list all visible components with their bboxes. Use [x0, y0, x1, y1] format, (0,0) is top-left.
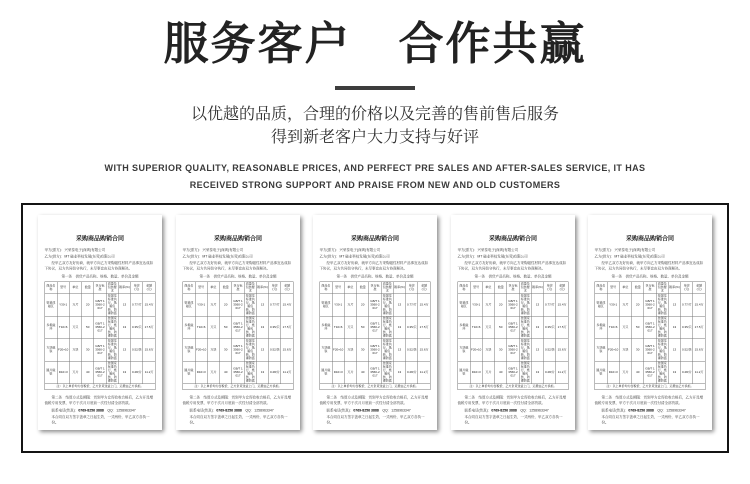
contract-clause1-heading: 第一条 供货产品名称、规格、数量、单价及金额 [611, 275, 689, 279]
hero-section [0, 0, 750, 194]
contract-table: 商品名称 型号 单位 数量 执行标准 质量及包装要求 税率(%) 单价(元) 金额(元) 铁氧体磁瓦 Y30-1 万片 20 GB/T 13560-2017 按国家标准执行，纸箱包装，防潮防震 13 0.77/片 15.4万 多极磁环 T10×6 万只 50 GB/T 13560-2017 按国家标准执行，纸箱包装，防潮防震 13 0.35/只 17.5万 方块磁铁 F20×10 万块 30 GB/T 13560-2017 按国家标准执行，纸箱包装，防潮防震 13 0.52/块 15.6万 圆片磁铁 D10×3 万片 40 GB/T 13560-2017 按国家标准执行，纸箱包装，防潮防震 13 0.28/片 11.2万 注：以上单价均为含税价，乙方负责送货上门，运费由乙方承担。 [183, 282, 292, 388]
contract-page[interactable] [451, 215, 575, 430]
description-english [45, 160, 705, 194]
contract-page-content [38, 215, 162, 430]
contract-table: 商品名称 型号 单位 数量 执行标准 质量及包装要求 税率(%) 单价(元) 金额(元) 铁氧体磁瓦 Y30-1 万片 20 GB/T 13560-2017 按国家标准执行，纸箱包装，防潮防震 13 0.77/片 15.4万 多极磁环 T10×6 万只 50 GB/T 13560-2017 按国家标准执行，纸箱包装，防潮防震 13 0.35/只 17.5万 方块磁铁 F20×10 万块 30 GB/T 13560-2017 按国家标准执行，纸箱包装，防潮防震 13 0.52/块 15.6万 圆片磁铁 D10×3 万片 40 GB/T 13560-2017 按国家标准执行，纸箱包装，防潮防震 13 0.28/片 11.2万 注：以上单价均为含税价，乙方负责送货上门，运费由乙方承担。 [596, 282, 704, 388]
contract-contact-line [595, 408, 706, 414]
contract-page-content [451, 215, 575, 430]
contract-page[interactable] [313, 215, 437, 430]
contract-party-a: 甲方(需方)：兴荣泰电子(深圳)有限公司 [319, 248, 381, 252]
contracts-gallery [21, 203, 729, 453]
contract-footer: 本合同自双方签字盖章之日起生效，一式两份，甲乙双方各执一份。 [464, 415, 562, 425]
contract-contact-prefix: 联系电话(传真)： [326, 409, 354, 413]
contract-table: 商品名称 型号 单位 数量 执行标准 质量及包装要求 税率(%) 单价(元) 金额(元) 铁氧体磁瓦 Y30-1 万片 20 GB/T 13560-2017 按国家标准执行，纸箱包装，防潮防震 13 0.77/片 15.4万 多极磁环 T10×6 万只 50 GB/T 13560-2017 按国家标准执行，纸箱包装，防潮防震 13 0.35/只 17.5万 方块磁铁 F20×10 万块 30 GB/T 13560-2017 按国家标准执行，纸箱包装，防潮防震 13 0.52/块 15.6万 圆片磁铁 D10×3 万片 40 GB/T 13560-2017 按国家标准执行，纸箱包装，防潮防震 13 0.28/片 11.2万 注：以上单价均为含税价，乙方负责送货上门，运费由乙方承担。 [458, 282, 567, 388]
contract-contact-prefix: 联系电话(传真)： [601, 409, 629, 413]
contract-contact-line [320, 408, 431, 414]
contract-contact-suffix: QQ：1258963347 [653, 409, 686, 413]
contract-page-content [176, 215, 300, 430]
contract-intro: 经甲乙双方友好协商，就甲方向乙方采购磁性材料产品事宜达成如下协议，双方共同信守执行，未尽事宜由双方协商解决。 [182, 261, 291, 271]
contract-contact-prefix: 联系电话(传真)： [189, 409, 216, 413]
contract-clause2: 第二条 结算方式及期限：货到甲方仓库验收合格后，乙方开具增值税专用发票，甲方于次月月底前一次性付清全部货款。 [319, 396, 428, 405]
contract-contact-number: 0769-8256 3888 [353, 409, 379, 413]
contract-party-a: 甲方(需方)：兴荣泰电子(深圳)有限公司 [457, 248, 518, 252]
contract-contact-line [457, 408, 568, 414]
contract-contact-prefix: 联系电话(传真)： [464, 409, 491, 413]
contract-party-b: 乙方(供方)：MT 磁业科技发展(东莞)有限公司 [44, 255, 115, 259]
contract-contact-prefix: 联系电话(传真)： [51, 409, 79, 413]
contract-contact-suffix: QQ：1258963347 [103, 409, 136, 413]
page-title: 服务客户 合作共赢 [163, 18, 587, 69]
contract-clause1-heading: 第一条 供货产品名称、规格、数量、单价及金额 [199, 275, 276, 279]
contract-title: 采购商品购销合同 [213, 235, 262, 242]
contract-contact-number: 0769-8256 3888 [78, 409, 104, 413]
contract-contact-line [182, 408, 293, 414]
contract-clause1-heading: 第一条 供货产品名称、规格、数量、单价及金额 [61, 275, 139, 279]
subtitle-line-1: 以优越的品质，合理的价格以及完善的售前售后服务 [190, 106, 559, 123]
contract-page-content [313, 215, 437, 430]
contract-footer: 本合同自双方签字盖章之日起生效，一式两份，甲乙双方各执一份。 [601, 415, 700, 425]
contract-page[interactable] [38, 215, 162, 430]
contract-page-content [588, 215, 712, 430]
contract-intro: 经甲乙双方友好协商，就甲方向乙方采购磁性材料产品事宜达成如下协议，双方共同信守执行，未尽事宜由双方协商解决。 [44, 261, 153, 271]
contract-party-b: 乙方(供方)：MT 磁业科技发展(东莞)有限公司 [319, 255, 390, 259]
contract-contact-line [45, 408, 156, 414]
contract-clause1-heading: 第一条 供货产品名称、规格、数量、单价及金额 [474, 275, 551, 279]
contract-clause2: 第二条 结算方式及期限：货到甲方仓库验收合格后，乙方开具增值税专用发票，甲方于次月月底前一次性付清全部货款。 [457, 396, 566, 405]
contract-contact-number: 0769-8256 3888 [628, 409, 654, 413]
contract-party-a: 甲方(需方)：兴荣泰电子(深圳)有限公司 [182, 248, 243, 252]
contract-contact-suffix: QQ：1258963347 [241, 409, 274, 413]
contract-party-a: 甲方(需方)：兴荣泰电子(深圳)有限公司 [44, 248, 106, 252]
contract-clause2: 第二条 结算方式及期限：货到甲方仓库验收合格后，乙方开具增值税专用发票，甲方于次月月底前一次性付清全部货款。 [182, 396, 291, 405]
contract-party-a: 甲方(需方)：兴荣泰电子(深圳)有限公司 [594, 248, 656, 252]
contract-party-b: 乙方(供方)：MT 磁业科技发展(东莞)有限公司 [594, 255, 665, 259]
contract-intro: 经甲乙双方友好协商，就甲方向乙方采购磁性材料产品事宜达成如下协议，双方共同信守执行，未尽事宜由双方协商解决。 [457, 261, 566, 271]
title-divider [335, 86, 415, 90]
contract-clause1-heading: 第一条 供货产品名称、规格、数量、单价及金额 [336, 275, 414, 279]
contract-footer: 本合同自双方签字盖章之日起生效，一式两份，甲乙双方各执一份。 [189, 415, 287, 425]
subtitle-line-2: 得到新老客户大力支持与好评 [270, 129, 479, 146]
description-english-line-2: RECEIVED STRONG SUPPORT AND PRAISE FROM NEW AND OLD CUSTOMERS [189, 180, 561, 190]
contract-title: 采购商品购销合同 [75, 235, 124, 242]
contract-title: 采购商品购销合同 [350, 235, 399, 242]
description-english-line-1: WITH SUPERIOR QUALITY, REASONABLE PRICES, AND PERFECT PRE SALES AND AFTER-SALES SERVICE, IT HAS [104, 163, 646, 173]
contract-title: 采购商品购销合同 [625, 235, 674, 242]
contract-footer: 本合同自双方签字盖章之日起生效，一式两份，甲乙双方各执一份。 [326, 415, 425, 425]
contract-intro: 经甲乙双方友好协商，就甲方向乙方采购磁性材料产品事宜达成如下协议，双方共同信守执行，未尽事宜由双方协商解决。 [594, 261, 703, 271]
contract-party-b: 乙方(供方)：MT 磁业科技发展(东莞)有限公司 [182, 255, 253, 259]
contract-clause2: 第二条 结算方式及期限：货到甲方仓库验收合格后，乙方开具增值税专用发票，甲方于次月月底前一次性付清全部货款。 [594, 396, 703, 405]
contract-contact-number: 0769-8256 3888 [490, 409, 517, 413]
contract-contact-number: 0769-8256 3888 [215, 409, 242, 413]
contract-table: 商品名称 型号 单位 数量 执行标准 质量及包装要求 税率(%) 单价(元) 金额(元) 铁氧体磁瓦 Y30-1 万片 20 GB/T 13560-2017 按国家标准执行，纸箱包装，防潮防震 13 0.77/片 15.4万 多极磁环 T10×6 万只 50 GB/T 13560-2017 按国家标准执行，纸箱包装，防潮防震 13 0.35/只 17.5万 方块磁铁 F20×10 万块 30 GB/T 13560-2017 按国家标准执行，纸箱包装，防潮防震 13 0.52/块 15.6万 圆片磁铁 D10×3 万片 40 GB/T 13560-2017 按国家标准执行，纸箱包装，防潮防震 13 0.28/片 11.2万 注：以上单价均为含税价，乙方负责送货上门，运费由乙方承担。 [46, 282, 154, 388]
contract-contact-suffix: QQ：1258963347 [516, 409, 549, 413]
contract-party-b: 乙方(供方)：MT 磁业科技发展(东莞)有限公司 [457, 255, 528, 259]
contract-contact-suffix: QQ：1258963347 [378, 409, 411, 413]
contract-table: 商品名称 型号 单位 数量 执行标准 质量及包装要求 税率(%) 单价(元) 金额(元) 铁氧体磁瓦 Y30-1 万片 20 GB/T 13560-2017 按国家标准执行，纸箱包装，防潮防震 13 0.77/片 15.4万 多极磁环 T10×6 万只 50 GB/T 13560-2017 按国家标准执行，纸箱包装，防潮防震 13 0.35/只 17.5万 方块磁铁 F20×10 万块 30 GB/T 13560-2017 按国家标准执行，纸箱包装，防潮防震 13 0.52/块 15.6万 圆片磁铁 D10×3 万片 40 GB/T 13560-2017 按国家标准执行，纸箱包装，防潮防震 13 0.28/片 11.2万 注：以上单价均为含税价，乙方负责送货上门，运费由乙方承担。 [321, 282, 429, 388]
contract-clause2: 第二条 结算方式及期限：货到甲方仓库验收合格后，乙方开具增值税专用发票，甲方于次月月底前一次性付清全部货款。 [44, 396, 153, 405]
contract-page[interactable] [588, 215, 712, 430]
contract-intro: 经甲乙双方友好协商，就甲方向乙方采购磁性材料产品事宜达成如下协议，双方共同信守执行，未尽事宜由双方协商解决。 [319, 261, 428, 271]
contract-footer: 本合同自双方签字盖章之日起生效，一式两份，甲乙双方各执一份。 [51, 415, 150, 425]
contract-page[interactable] [176, 215, 300, 430]
contract-title: 采购商品购销合同 [488, 235, 537, 242]
